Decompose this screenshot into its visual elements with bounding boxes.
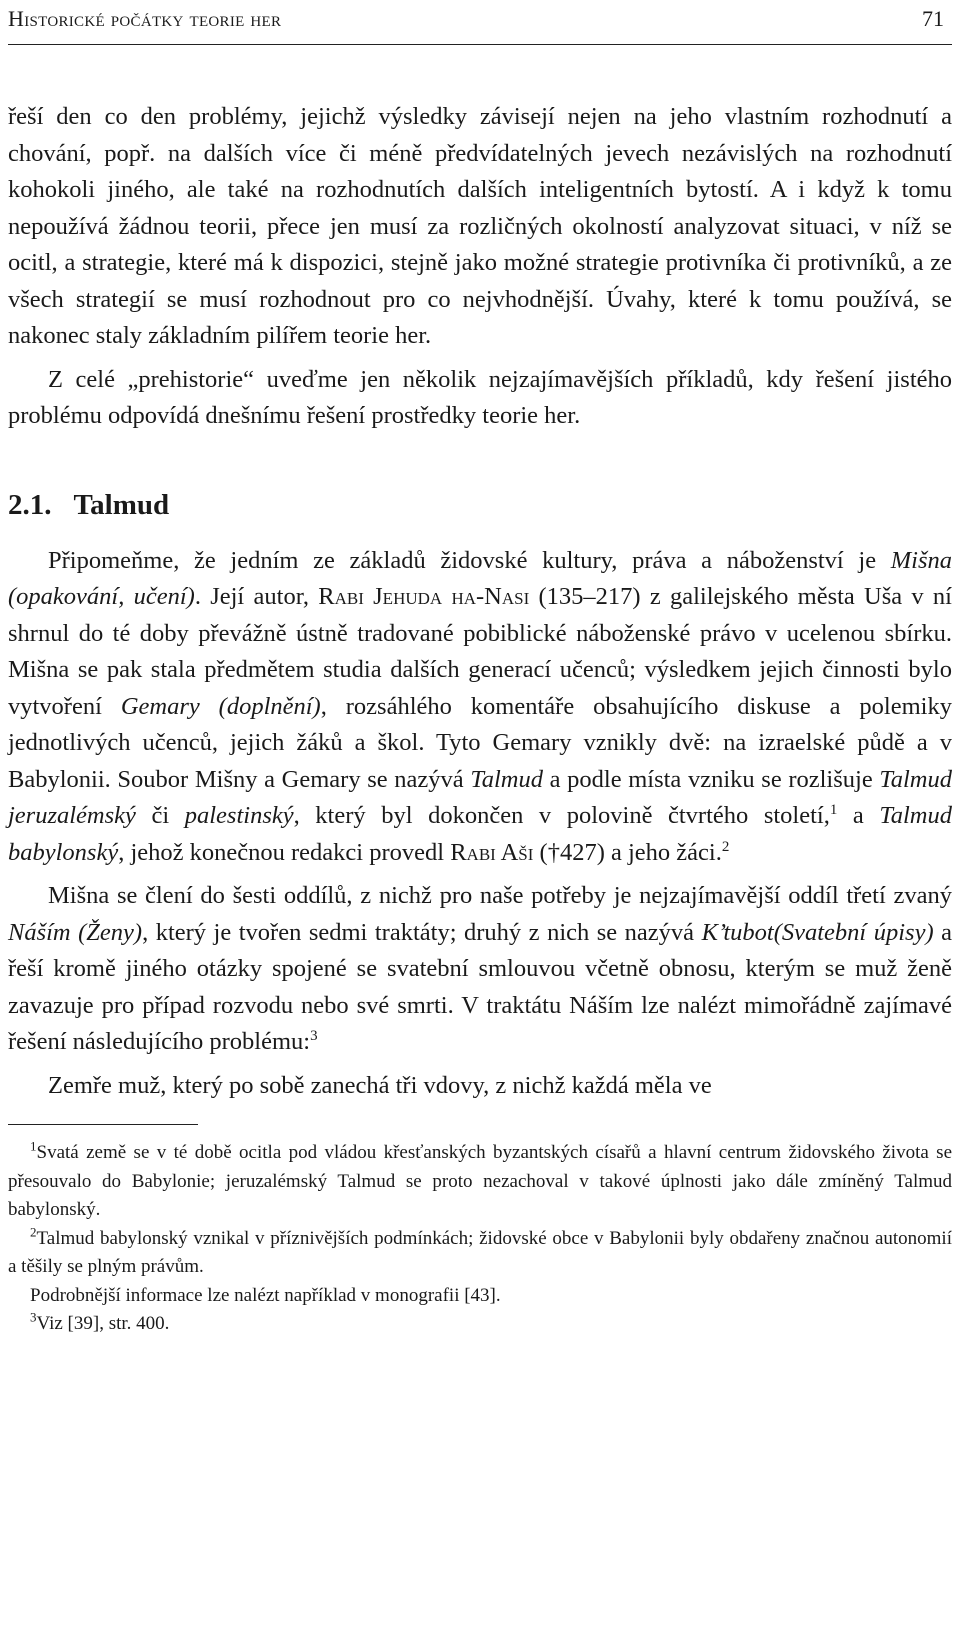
footnote-3-text: Viz [39], str. 400. bbox=[36, 1313, 170, 1334]
page-number: 71 bbox=[922, 6, 944, 31]
p3-rabi-asi: Rabi Aši bbox=[450, 838, 534, 866]
section-heading bbox=[8, 487, 952, 523]
p3-text: (†427) a jeho žáci. bbox=[533, 838, 722, 866]
p3-italic-gemary: Gemary (doplnění) bbox=[120, 692, 321, 720]
footnote-divider bbox=[8, 1124, 198, 1125]
p3-text: (135–217) z galilejského města Uša v ní shrnul do té doby převážně ústně tradované pobiblické náboženské právo v ucelenou sbírku. Mišna se pak stala předmětem studia dalších generací učenců; výsledkem jejich činnosti bylo vytvoření bbox=[8, 583, 952, 720]
p3-text: a bbox=[837, 802, 880, 829]
footnote-mark-2: 2 bbox=[30, 1224, 37, 1240]
footnote-2 bbox=[8, 1225, 952, 1282]
body-text bbox=[8, 99, 952, 1104]
paragraph-4 bbox=[8, 878, 952, 1061]
p3-text: Připomeňme, že jedním ze základů židovské kultury, práva a náboženství je bbox=[48, 546, 891, 574]
p3-author-name: Rabi Jehuda ha-Nasi bbox=[318, 583, 530, 610]
p3-text: . Její autor, bbox=[194, 583, 319, 610]
footnote-mark-1: 1 bbox=[30, 1138, 37, 1154]
p4-text: a řeší kromě jiného otázky spojené se svatební smlouvou včetně obnosu, kterým se muž ženě zavazuje pro případ rozvodu nebo své smrti. V traktátu Náším lze nalézt mimořádně zajímavé řešení následujícího problému: bbox=[8, 918, 953, 1055]
running-head bbox=[8, 4, 952, 45]
footnote-1-text: Svatá země se v té době ocitla pod vládou křesťanských byzantských císařů a hlavní centrum židovského života se přesouvalo do Babylonie; jeruzalémský Talmud se proto nezachoval v takové úplnosti jako dále zmíněný Talmud babylonský. bbox=[8, 1142, 952, 1220]
p4-text: Mišna se člení do šesti oddílů, z nichž pro naše potřeby je nejzajímavější oddíl třetí zvaný bbox=[48, 882, 952, 909]
footnote-ref-3[interactable]: 3 bbox=[310, 1027, 318, 1044]
footnote-3 bbox=[8, 1310, 952, 1339]
p4-italic-ktubot: K’tubot(Svatební úpisy) bbox=[701, 918, 934, 946]
footnotes bbox=[8, 1139, 952, 1339]
p4-text: , který je tvořen sedmi traktáty; druhý z nich se nazývá bbox=[142, 918, 702, 946]
running-head-title: Historické počátky teorie her bbox=[8, 6, 282, 31]
p3-text: , který byl dokončen v polovině čtvrtého století, bbox=[293, 802, 830, 829]
p3-text: , jehož konečnou redakci provedl bbox=[118, 838, 451, 866]
p4-italic-nasim: Náším (Ženy) bbox=[8, 918, 143, 946]
paragraph-5: Zemře muž, který po sobě zanechá tři vdovy, z nichž každá měla ve bbox=[48, 1071, 712, 1099]
paragraph-3 bbox=[8, 543, 952, 872]
footnote-ref-2[interactable]: 2 bbox=[721, 838, 730, 855]
p3-italic-talmud-babylonsky: Talmud babylonský bbox=[8, 802, 953, 866]
footnote-ref-1[interactable]: 1 bbox=[829, 801, 838, 818]
p3-text: či bbox=[135, 802, 185, 829]
p3-text: a podle místa vzniku se rozlišuje bbox=[542, 765, 880, 793]
section-title: Talmud bbox=[73, 488, 170, 521]
footnote-1 bbox=[8, 1139, 952, 1225]
paragraph-2: Z celé „prehistorie“ uveďme jen několik nejzajímavějších příkladů, kdy řešení jistého problému odpovídá dnešnímu řešení prostředky teorie her. bbox=[8, 365, 952, 429]
footnote-2-text: Talmud babylonský vznikal v příznivějších podmínkách; židovské obce v Babylonii byly obdařeny značnou autonomií a těšily se plným právům. bbox=[8, 1227, 952, 1277]
footnote-mark-3: 3 bbox=[30, 1309, 37, 1325]
p3-text: , rozsáhlého komentáře obsahujícího diskuse a polemiky jednotlivých učenců, jejich žáků a škol. Tyto Gemary vznikly dvě: na izraelské půdě a v Babylonii. Soubor Mišny a Gemary se nazývá bbox=[8, 692, 952, 793]
paragraph-1: řeší den co den problémy, jejichž výsledky závisejí nejen na jeho vlastním rozhodnutí a chování, popř. na dalších více či méně předvídatelných jevech nezávislých na rozhodnutí kohokoli jiného, ale také na rozhodnutích dalších inteligentních bytostí. A i když k tomu nepoužívá žádnou teorii, přece jen musí za rozličných okolností analyzovat situaci, v níž se ocitl, a strategie, které má k dispozici, stejně jako možné strategie protivníka či protivníků, a ze všech strategií se musí rozhodnout pro co nejvhodnější. Úvahy, které k tomu používá, se nakonec staly základním pilířem teorie her. bbox=[8, 103, 952, 349]
footnote-2-continued: Podrobnější informace lze nalézt například v monografii [43]. bbox=[30, 1284, 501, 1306]
section-number: 2.1. bbox=[8, 488, 52, 521]
book-page bbox=[8, 0, 952, 1339]
p3-italic-palestinsky: palestinský bbox=[184, 802, 294, 829]
p3-italic-talmud-jeruzalemsky: Talmud jeruzalémský bbox=[8, 765, 953, 829]
p3-italic-misna: Mišna (opakování, učení) bbox=[8, 546, 952, 610]
p3-italic-talmud: Talmud bbox=[470, 765, 543, 793]
